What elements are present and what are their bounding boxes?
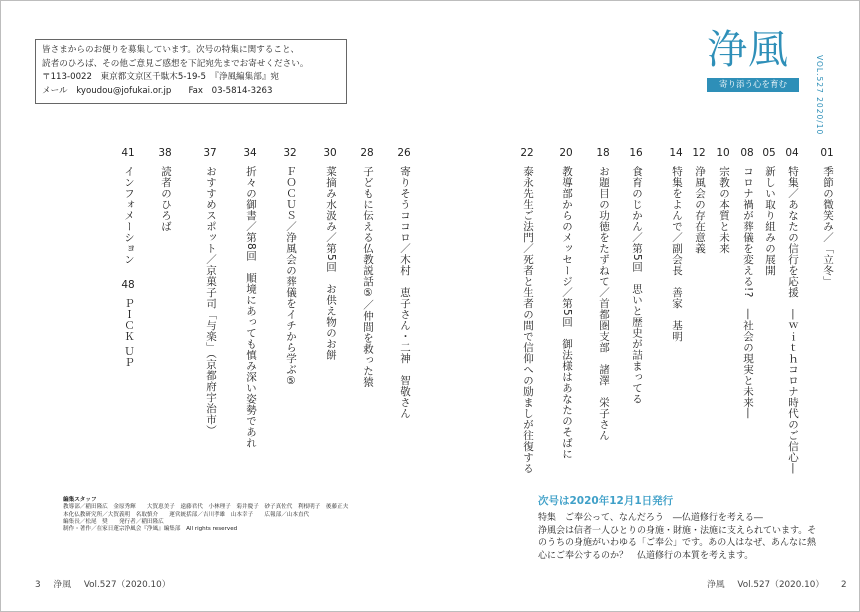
toc-title: 特集をよんで／副会長 善家 基明	[671, 166, 683, 342]
toc-title: ＦＯＣＵＳ／浄風会の葬儀をイチから学ぶ⑤	[285, 166, 297, 388]
reader-submission-notice	[35, 39, 347, 104]
next-issue-feature	[538, 512, 830, 562]
next-feature-text: 心にご奉公するのか？ 仏道修行の本質を考えます。	[538, 550, 754, 561]
staff-line: 編集長／松尾 奨 発行者／稲田隆広	[63, 518, 164, 525]
toc-title: 教導部からのメッセージ／第5回 御法様はあなたのそばに	[561, 166, 573, 460]
toc-title: 子どもに伝える仏教説話⑤／仲間を救った猿	[362, 166, 374, 388]
toc-page-number: 05	[762, 147, 776, 159]
staff-heading: 編集スタッフ	[63, 497, 97, 503]
next-feature-text: のうちの身施がいわゆる「ご奉公」です。あの人はなぜ、あんなに熱	[538, 538, 817, 548]
toc-page-number: 22	[520, 147, 534, 159]
logo-title: 浄風	[707, 27, 789, 73]
toc-title: 寄りそうココロ／木村 恵子さん・二神 智敬さん	[399, 166, 411, 419]
magazine-logo	[707, 27, 824, 136]
footer-title: 浄風	[53, 580, 72, 590]
toc-title: コロナ禍が葬儀を変える!? ―社会の現実と未来―	[742, 166, 754, 419]
toc-page-number: 08	[740, 147, 754, 159]
toc-title: 浄風会の存在意義	[694, 166, 706, 254]
staff-line: 教導部／稲田隆広 金原秀輝 大賀恵美子 遠藤君代 小林理子 菊井慶子 砂子真佐代 利根明子 後藤正夫	[63, 504, 349, 511]
toc-title: 新しい取り組みの展開	[764, 166, 776, 276]
toc-page-number: 30	[323, 147, 337, 159]
toc-title: 特集／あなたの信行を応援 ―ｗｉｔｈコロナ時代のご信心―	[787, 166, 799, 474]
toc-page-number: 12	[692, 147, 706, 159]
staff-line: 制作・著作／在家日蓮宗浄風会『浄風』編集部 All rights reserved	[63, 526, 238, 533]
footer-left	[35, 577, 181, 590]
toc-page-number: 01	[820, 147, 834, 159]
toc-page-number: 37	[203, 147, 217, 159]
notice-line: 皆さまからのお便りを募集しています。次号の特集に関すること、	[42, 45, 300, 55]
toc-title: 折々の御書／第8回 順境にあっても慎み深い姿勢であれ	[245, 166, 257, 449]
footer-page-number: 2	[840, 580, 847, 590]
toc-page-number: 48	[121, 279, 135, 291]
next-feature-title: 特集 ご奉公って、なんだろう ―仏道修行を考える―	[538, 513, 763, 523]
toc-title: 宗教の本質と未来	[718, 166, 730, 254]
toc-title: 季節の微笑み／「立冬」	[822, 166, 834, 287]
toc-title: 泰永先生ご法門／死者と生者の間で信仰への励ましが往復する	[522, 166, 534, 474]
footer-right	[707, 577, 857, 590]
next-issue-date: 次号は2020年12月1日発行	[538, 495, 674, 507]
toc-page-number: 16	[629, 147, 643, 159]
toc-page-number: 32	[283, 147, 297, 159]
footer-page-number: 3	[35, 580, 41, 590]
toc-title: ＰＩＣＫ ＵＰ	[123, 298, 135, 368]
notice-contact: メール kyoudou@jofukai.or.jp Fax 03-5814-3263	[42, 85, 273, 96]
toc-page-number: 10	[716, 147, 730, 159]
toc-title: 菜摘み水汲み／第5回 お供え物のお餅	[325, 166, 337, 361]
toc-title: 食育のじかん／第5回 思いと歴史が詰まってる	[631, 166, 643, 405]
next-feature-text: 浄風会は信者一人ひとりの身施・財施・法施に支えられています。そ	[538, 525, 817, 536]
notice-line: 読者のひろば、その他ご意見ご感想を下記宛先までお寄せください。	[42, 58, 309, 69]
logo-volume-date: VOL.527 2020/10	[815, 55, 824, 136]
toc-title: お題目の功徳をたずねて／首都圏支部 諸澤 栄子さん	[598, 166, 610, 441]
staff-line: 本化仏教研究所／大賀義明 名取慎介 運営統括部／吉川孝雄 山本幸子 広報部／山本直代	[63, 511, 310, 518]
editorial-staff	[63, 497, 348, 533]
toc-page-number: 38	[158, 147, 172, 159]
toc-page-number: 04	[785, 147, 799, 159]
footer-title: 浄風	[707, 580, 725, 590]
footer-volume: Vol.527（2020.10）	[737, 580, 825, 590]
footer-volume: Vol.527（2020.10）	[83, 580, 171, 590]
toc-page-number: 41	[121, 147, 135, 159]
toc-title: おすすめスポット／京菓子司「与楽」（京都府宇治市）	[205, 166, 217, 436]
toc-page-number: 34	[243, 147, 257, 159]
logo-tagline: 寄り添う心を育む	[707, 78, 799, 92]
toc-page-number: 20	[559, 147, 573, 159]
notice-address: 〒113-0022 東京都文京区千駄木5-19-5 『浄風編集部』宛	[42, 72, 280, 83]
toc-title: 読者のひろば	[160, 166, 172, 232]
toc-page-number: 28	[360, 147, 374, 159]
toc-page-number: 18	[596, 147, 610, 159]
toc-title: インフォメーション	[123, 166, 135, 265]
toc-page-number: 14	[669, 147, 683, 159]
toc-page-number: 26	[397, 147, 411, 159]
